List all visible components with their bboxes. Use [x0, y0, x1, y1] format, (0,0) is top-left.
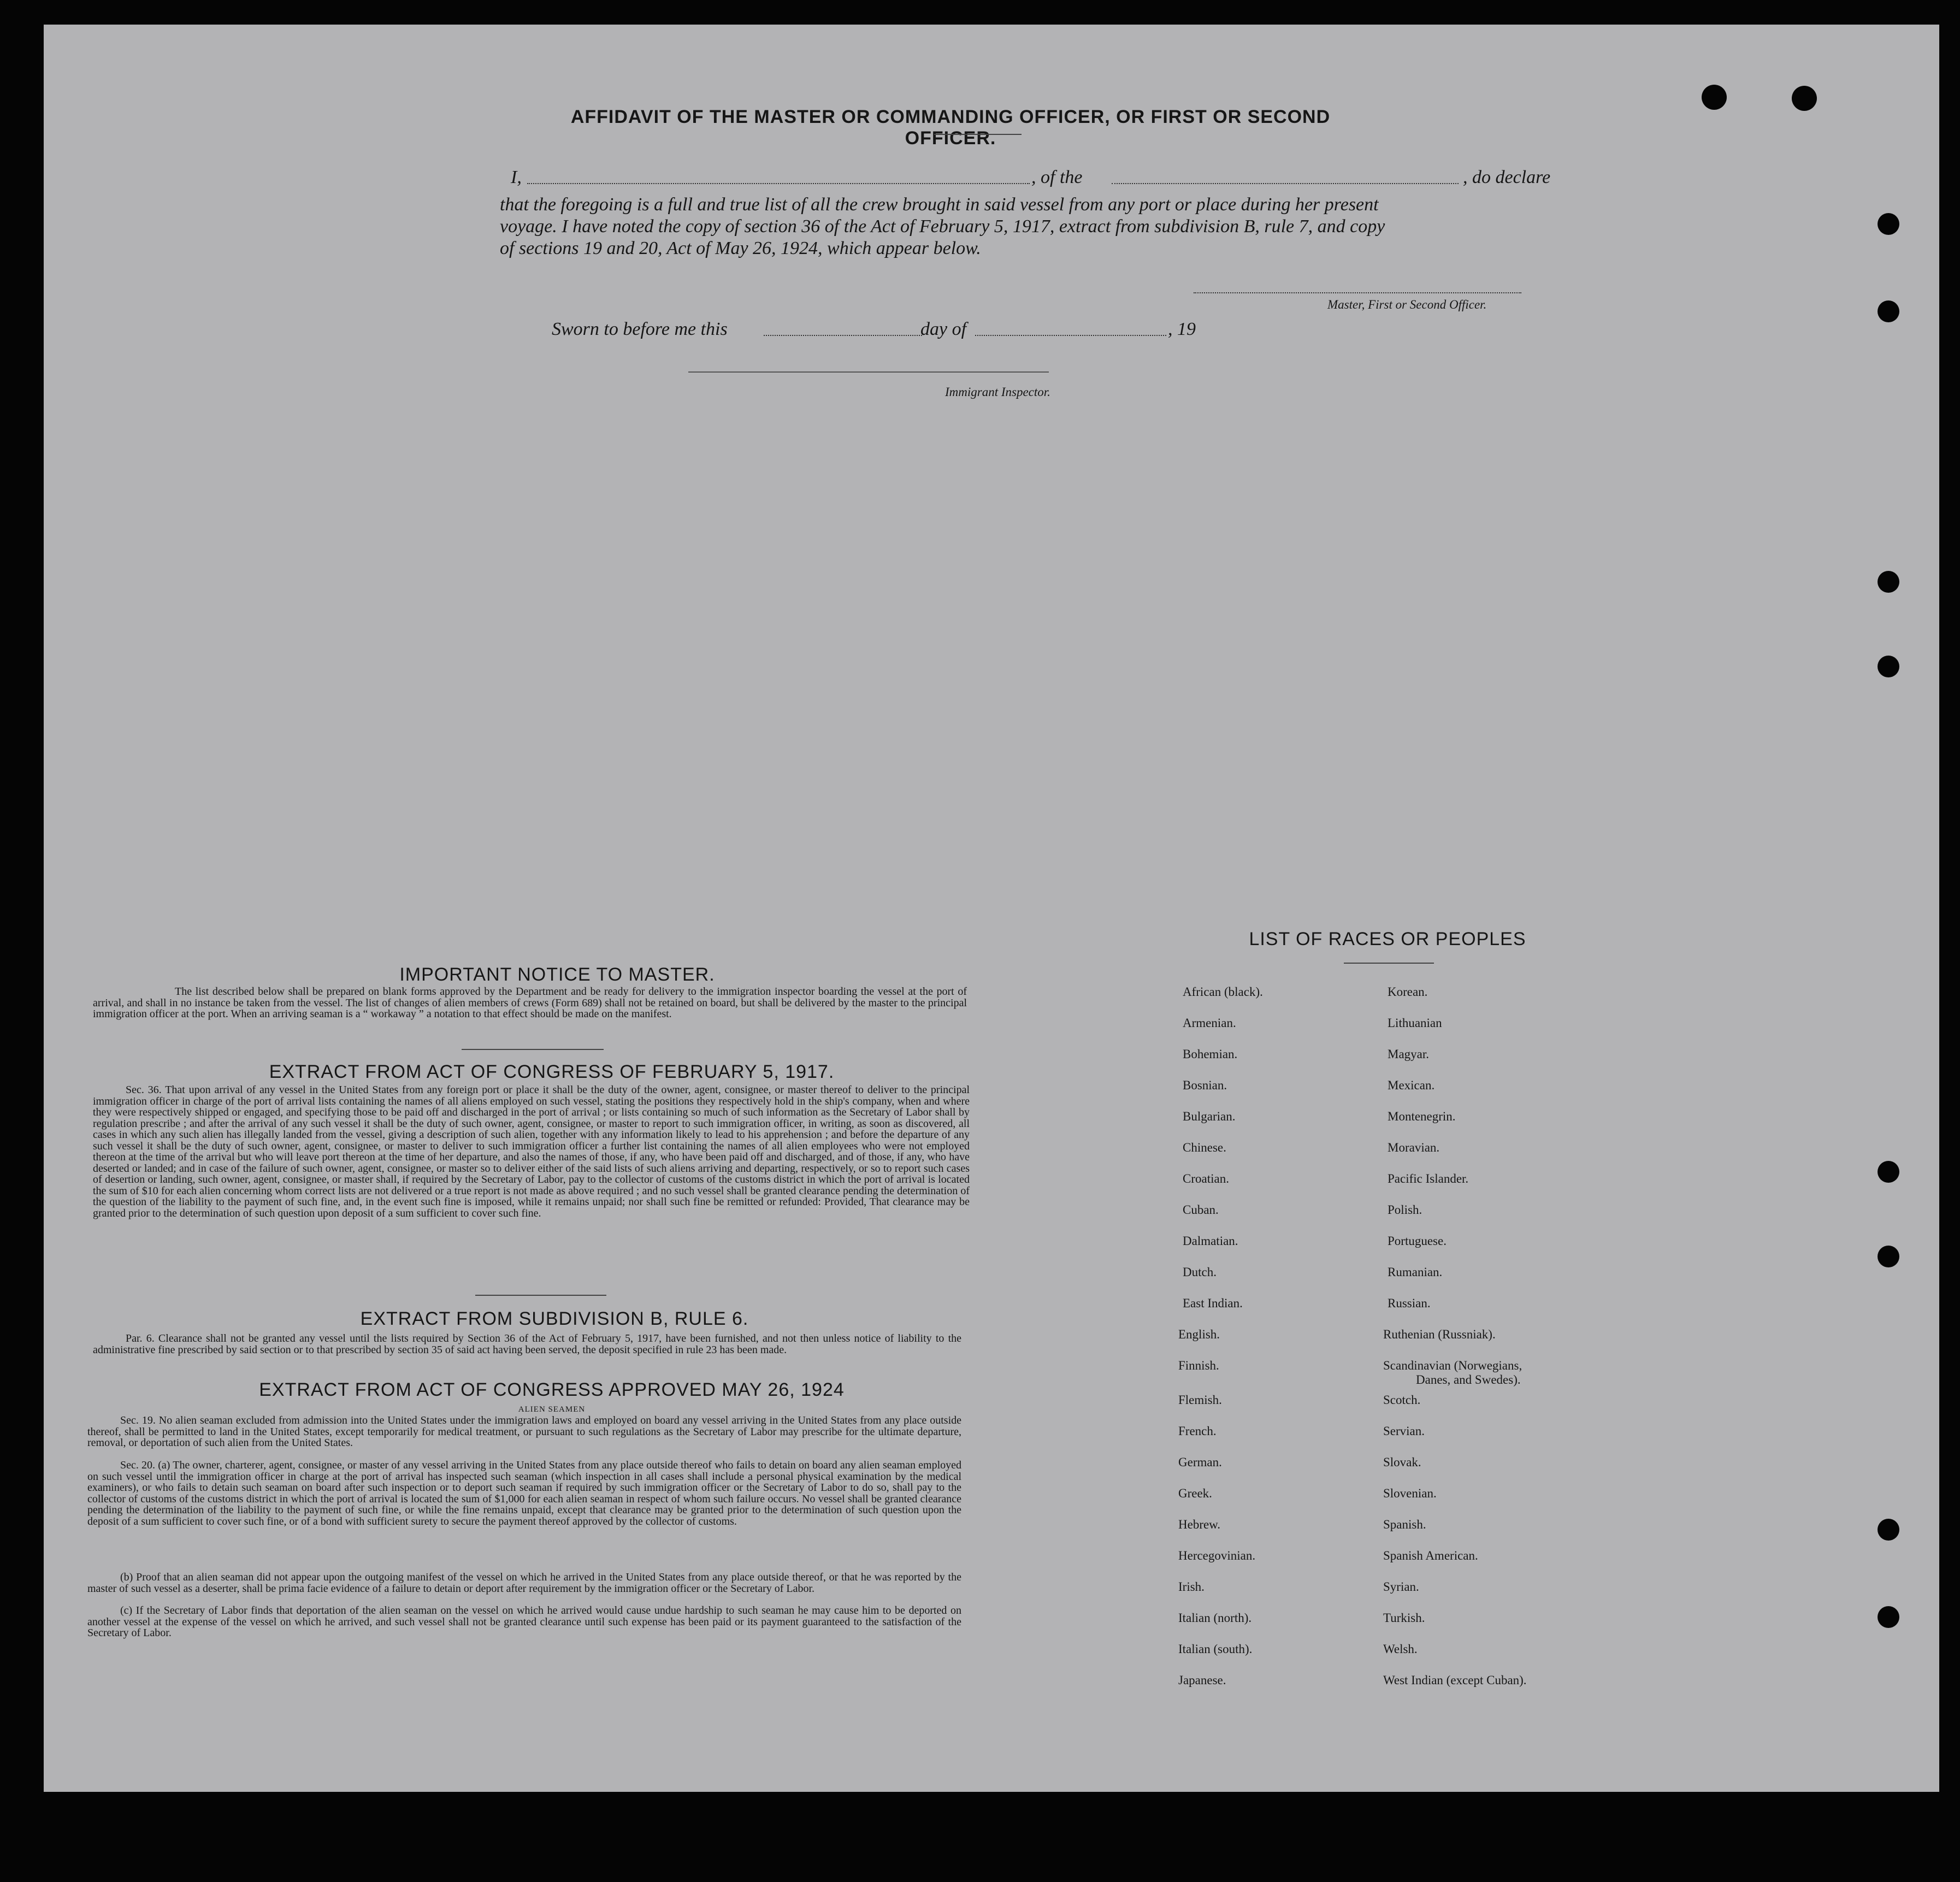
race-item: Korean. — [1388, 985, 1428, 999]
rule6-title: EXTRACT FROM SUBDIVISION B, RULE 6. — [360, 1308, 749, 1329]
race-item: Scandinavian (Norwegians, — [1383, 1359, 1522, 1372]
extract-1924-sec20c: (c) If the Secretary of Labor finds that deportation of the alien seaman on the vessel on which he arrived would cause undue hardship to such seaman he may cause him to be deported on another vessel at the expense of the vessel on which he arrived, and such vessel shall not be granted clearance until such expense has been paid or its payment guaranteed to the satisfaction of the Secretary of Labor. — [87, 1604, 961, 1639]
master-signature-line[interactable] — [1194, 292, 1521, 293]
extract-1924-title: EXTRACT FROM ACT OF CONGRESS APPROVED MAY 26, 1924 — [259, 1379, 845, 1400]
punch-hole — [1878, 656, 1899, 677]
race-item: Turkish. — [1383, 1611, 1425, 1625]
position-line[interactable] — [1112, 183, 1459, 184]
race-item: Bulgarian. — [1183, 1110, 1236, 1123]
manifest-page — [44, 25, 1939, 1792]
race-item: Polish. — [1388, 1203, 1422, 1217]
affidavit-para-line1: that the foregoing is a full and true list of all the crew brought in said vessel from any port or place during her present — [500, 194, 1379, 215]
race-item: West Indian (except Cuban). — [1383, 1673, 1527, 1687]
punch-hole — [1878, 300, 1899, 322]
extract-1924-sec19: Sec. 19. No alien seaman excluded from admission into the United States under the immigration laws and employed on board any vessel arriving in the United States from any place outside thereof, shall be permitted to land in the United States, except temporarily for medical treatment, or pursuant to such regulations as the Secretary of Labor may prescribe for the ultimate departure, removal, or deportation of such alien from the United States. — [87, 1414, 961, 1449]
punch-hole — [1878, 1161, 1899, 1183]
punch-hole — [1878, 213, 1899, 235]
torn-corner-hole — [1792, 86, 1817, 111]
race-item: Ruthenian (Russniak). — [1383, 1328, 1496, 1341]
title-underline — [934, 134, 1022, 135]
race-item: French. — [1178, 1424, 1217, 1438]
race-item: Bosnian. — [1183, 1078, 1227, 1092]
race-item: Mexican. — [1388, 1078, 1435, 1092]
race-item-continuation: Danes, and Swedes). — [1416, 1373, 1521, 1387]
inspector-signature-line[interactable] — [688, 371, 1049, 373]
inspector-signature-label: Immigrant Inspector. — [945, 385, 1050, 399]
race-item: Cuban. — [1183, 1203, 1219, 1217]
race-item: Hercegovinian. — [1178, 1549, 1256, 1562]
race-item: Slovak. — [1383, 1455, 1421, 1469]
races-title-underline — [1344, 963, 1434, 964]
race-item: Spanish American. — [1383, 1549, 1478, 1562]
race-item: Syrian. — [1383, 1580, 1419, 1594]
name-line[interactable] — [527, 183, 1030, 184]
race-item: Japanese. — [1178, 1673, 1226, 1687]
affidavit-title: AFFIDAVIT OF THE MASTER OR COMMANDING OFFICER, OR FIRST OR SECOND OFFICER. — [570, 107, 1331, 149]
race-item: Greek. — [1178, 1486, 1212, 1500]
sworn-month-line[interactable] — [975, 335, 1166, 336]
race-item: Spanish. — [1383, 1518, 1426, 1531]
extract-1917-title: EXTRACT FROM ACT OF CONGRESS OF FEBRUARY 5, 1917. — [269, 1061, 835, 1082]
race-item: African (black). — [1183, 985, 1263, 999]
race-item: Scotch. — [1383, 1393, 1421, 1407]
extract-1924-subtitle: ALIEN SEAMEN — [518, 1405, 586, 1414]
punch-hole — [1878, 1246, 1899, 1267]
race-item: Welsh. — [1383, 1642, 1418, 1656]
race-item: East Indian. — [1183, 1296, 1243, 1310]
race-item: Flemish. — [1178, 1393, 1222, 1407]
race-item: Slovenian. — [1383, 1486, 1437, 1500]
race-item: Italian (south). — [1178, 1642, 1253, 1656]
day-of-label: day of — [920, 319, 967, 339]
master-signature-label: Master, First or Second Officer. — [1327, 298, 1487, 311]
race-item: English. — [1178, 1328, 1220, 1341]
race-item: Italian (north). — [1178, 1611, 1252, 1625]
race-item: Hebrew. — [1178, 1518, 1221, 1531]
race-item: Lithuanian — [1388, 1016, 1442, 1030]
race-item: Dutch. — [1183, 1265, 1217, 1279]
race-item: Chinese. — [1183, 1141, 1226, 1154]
extract-1924-sec20b: (b) Proof that an alien seaman did not appear upon the outgoing manifest of the vessel on which he arrived in the United States from any place outside thereof, or that he was reported by the master of such vessel as a deserter, shall be prima facie evidence of a failure to detain or deport after requirement by the immigration officer or the Secretary of Labor. — [87, 1571, 961, 1595]
race-item: Portuguese. — [1388, 1234, 1447, 1248]
race-item: Pacific Islander. — [1388, 1172, 1469, 1185]
sworn-day-line[interactable] — [764, 335, 922, 336]
race-item: Rumanian. — [1388, 1265, 1443, 1279]
race-item: Servian. — [1383, 1424, 1425, 1438]
race-item: Croatian. — [1183, 1172, 1229, 1185]
races-title: LIST OF RACES OR PEOPLES — [1249, 929, 1526, 949]
sworn-label: Sworn to before me this — [552, 319, 728, 339]
year-label: , 19 — [1168, 319, 1196, 339]
race-item: Russian. — [1388, 1296, 1431, 1310]
torn-corner-hole — [1702, 85, 1727, 110]
race-item: German. — [1178, 1455, 1222, 1469]
extract-1924-sec20a: Sec. 20. (a) The owner, charterer, agent, consignee, or master of any vessel arriving in the United States from any place outside thereof who fails to detain on board any alien seaman employed on such vessel until the immigration officer in charge at the port of arrival has inspected such seaman (which inspection in all cases shall include a personal physical examination by the medical examiners), or who fails to detain such seaman on board after such inspection or to deport such seaman if required by such immigration officer or the Secretary of Labor to do so, shall pay to the collector of customs of the customs district in which the port of arrival is located the sum of $1,000 for each alien seaman in respect of whom such failure occurs. No vessel shall be granted clearance pending the determination of the liability to the payment of such fine, or while the fine remains unpaid, except that clearance may be granted prior to the determination of such question upon the deposit of a sum sufficient to cover such fine, or of a bond with sufficient surety to secure the payment thereof approved by the collector of customs. — [87, 1459, 961, 1527]
race-item: Irish. — [1178, 1580, 1205, 1594]
race-item: Moravian. — [1388, 1141, 1440, 1154]
race-item: Finnish. — [1178, 1359, 1219, 1372]
punch-hole — [1878, 1606, 1899, 1628]
affidavit-para-line2: voyage. I have noted the copy of section 36 of the Act of February 5, 1917, extract from subdivision B, rule 7, and copy — [500, 216, 1385, 237]
race-item: Magyar. — [1388, 1047, 1430, 1061]
race-item: Dalmatian. — [1183, 1234, 1238, 1248]
race-item: Bohemian. — [1183, 1047, 1238, 1061]
extract-1917-body: Sec. 36. That upon arrival of any vessel in the United States from any foreign port or place it shall be the duty of the owner, agent, consignee, or master thereof to deliver to the principal immigration officer in charge of the port of arrival lists containing the names of all aliens employed on such vessel, stating the positions they respectively hold in the ship's company, when and where they were respectively shipped or engaged, and specifying those to be paid off and discharged in the port of arrival ; or lists containing so much of such information as the Secretary of Labor shall by regulation prescribe ; and after the arrival of any such vessel it shall be the duty of such owner, agent, consignee, or master to report to such immigration officer, in writing, as soon as discovered, all cases in which any such alien has illegally landed from the vessel, giving a description of such alien, together with any information likely to lead to his apprehension ; and before the departure of any such vessel it shall be the duty of such owner, agent, consignee, or master to deliver to such immigration officer a further list containing the names of all alien employees who were not employed thereon at the time of the arrival but who will leave port thereon at the time of her departure, and also the names of those, if any, who have been paid off and discharged, and of those, if any, who have deserted or landed; and in case of the failure of such owner, agent, consignee, or master so to deliver either of the said lists of such aliens arriving and departing, respectively, or so to report such cases of desertion or landing, such owner, agent, consignee, or master shall, if required by the Secretary of Labor, pay to the collector of customs of the customs district in which the port of arrival is located the sum of $10 for each alien concerning whom correct lists are not delivered or a true report is not made as above required ; and no such vessel shall be granted clearance pending the determination of the question of the liability to the payment of such fine, and, in the event such fine is imposed, while it remains unpaid; nor shall such fine be remitted or refunded: Provided, That clearance may be granted prior to the determination of such question upon deposit of a sum sufficient to cover such fine. — [93, 1084, 970, 1219]
punch-hole — [1878, 571, 1899, 593]
race-item: Montenegrin. — [1388, 1110, 1456, 1123]
race-item: Armenian. — [1183, 1016, 1236, 1030]
affidavit-i-label: I, — [511, 167, 522, 187]
punch-hole — [1878, 1519, 1899, 1541]
rule6-body: Par. 6. Clearance shall not be granted any vessel until the lists required by Section 36 of the Act of February 5, 1917, have been furnished, and not then unless notice of liability to the administrative fine prescribed by said section or to that prescribed by section 35 of said act having been served, the deposit specified in rule 23 has been made. — [93, 1332, 961, 1356]
affidavit-do-declare-label: , do declare — [1463, 167, 1551, 187]
affidavit-para-line3: of sections 19 and 20, Act of May 26, 1924, which appear below. — [500, 238, 981, 258]
affidavit-of-the-label: , of the — [1031, 167, 1083, 187]
divider — [462, 1049, 604, 1050]
notice-title: IMPORTANT NOTICE TO MASTER. — [399, 964, 715, 985]
divider — [475, 1295, 606, 1296]
notice-body: The list described below shall be prepared on blank forms approved by the Department and be ready for delivery to the immigration inspector boarding the vessel at the port of arrival, and shall in no instance be taken from the vessel. The list of changes of alien members of crews (Form 689) shall not be retained on board, but shall be delivered by the master to the principal immigration officer at the port. When an arriving seaman is a “ workaway ” a notation to that effect should be made on the manifest. — [93, 986, 967, 1020]
